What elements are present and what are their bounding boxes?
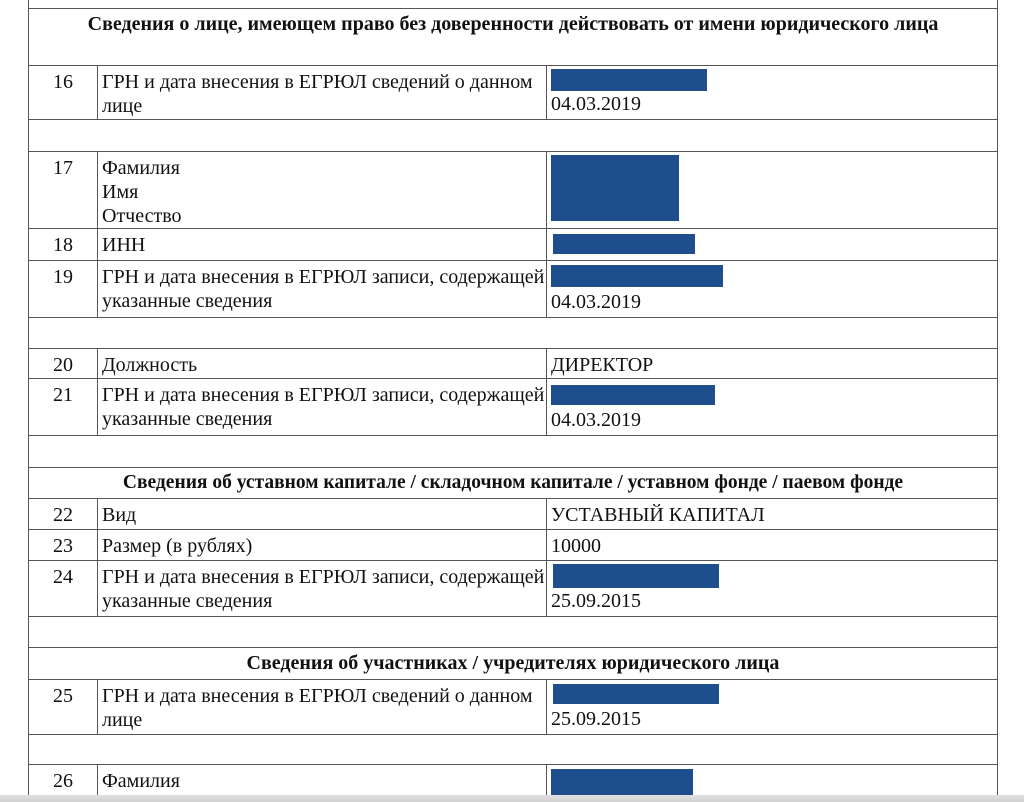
row-value	[547, 765, 997, 795]
row-label: ГРН и дата внесения в ЕГРЮЛ записи, содержащей указанные сведения	[98, 379, 547, 435]
row-number: 16	[29, 66, 98, 119]
capital-type-value: УСТАВНЫЙ КАПИТАЛ	[551, 504, 765, 526]
table-row	[29, 228, 997, 260]
section-header-founders	[29, 647, 997, 679]
table-row	[29, 529, 997, 560]
row-value	[547, 680, 997, 734]
row-value	[547, 229, 997, 260]
entry-date: 25.09.2015	[551, 708, 641, 730]
row-number: 23	[29, 530, 98, 560]
row-value	[547, 261, 997, 317]
table-spacer-row	[29, 435, 997, 467]
table-row	[29, 679, 997, 734]
table-row	[29, 65, 997, 119]
table-spacer-row	[29, 734, 997, 764]
row-label: Размер (в рублях)	[98, 530, 547, 560]
row-number: 19	[29, 261, 98, 317]
patronymic-label: Отчество	[102, 205, 182, 227]
position-value: ДИРЕКТОР	[551, 354, 654, 376]
capital-amount-value: 10000	[551, 535, 601, 557]
section-title: Сведения о лице, имеющем право без доверенности действовать от имени юридического лица	[87, 13, 939, 35]
entry-date: 04.03.2019	[551, 93, 641, 115]
row-label: Фамилия	[98, 765, 547, 795]
row-number: 18	[29, 229, 98, 260]
table-spacer-row	[29, 317, 997, 348]
row-value	[547, 152, 997, 228]
name-label: Имя	[102, 181, 139, 203]
redacted-grn	[551, 385, 715, 405]
row-number: 20	[29, 349, 98, 378]
row-value	[547, 561, 997, 616]
table-row	[29, 560, 997, 616]
redacted-inn	[553, 234, 695, 254]
row-label-fio	[98, 152, 547, 228]
table-row	[29, 151, 997, 228]
section-header-director	[29, 8, 997, 65]
table-row	[29, 260, 997, 317]
row-label: ГРН и дата внесения в ЕГРЮЛ записи, содержащей указанные сведения	[98, 261, 547, 317]
row-value	[547, 66, 997, 119]
egrul-extract-table	[28, 0, 998, 795]
entry-date: 04.03.2019	[551, 409, 641, 431]
redacted-surname	[551, 769, 693, 795]
row-label: ГРН и дата внесения в ЕГРЮЛ сведений о данном лице	[98, 680, 547, 734]
row-label: Должность	[98, 349, 547, 378]
row-label: ИНН	[98, 229, 547, 260]
redacted-grn	[553, 684, 719, 704]
row-label: ГРН и дата внесения в ЕГРЮЛ записи, содержащей указанные сведения	[98, 561, 547, 616]
section-header-capital	[29, 467, 997, 498]
table-row	[29, 498, 997, 529]
row-number: 21	[29, 379, 98, 435]
section-title: Сведения об участниках / учредителях юридического лица	[246, 652, 780, 674]
row-number: 26	[29, 765, 98, 795]
redacted-fio	[551, 155, 679, 221]
entry-date: 04.03.2019	[551, 291, 641, 313]
row-number: 24	[29, 561, 98, 616]
table-spacer-row	[29, 616, 997, 647]
scroll-edge	[0, 795, 1024, 802]
table-row	[29, 378, 997, 435]
row-label: ГРН и дата внесения в ЕГРЮЛ сведений о данном лице	[98, 66, 547, 119]
section-title: Сведения об уставном капитале / складочном капитале / уставном фонде / паевом фонде	[122, 472, 904, 493]
surname-label: Фамилия	[102, 157, 180, 179]
redacted-grn	[551, 69, 707, 91]
redacted-grn	[553, 564, 719, 588]
redacted-grn	[551, 265, 723, 287]
row-number: 22	[29, 499, 98, 529]
table-row	[29, 764, 997, 795]
entry-date: 25.09.2015	[551, 590, 641, 612]
table-row	[29, 348, 997, 378]
row-label: Вид	[98, 499, 547, 529]
table-spacer-row	[29, 119, 997, 151]
row-number: 17	[29, 152, 98, 228]
row-value	[547, 379, 997, 435]
row-number: 25	[29, 680, 98, 734]
